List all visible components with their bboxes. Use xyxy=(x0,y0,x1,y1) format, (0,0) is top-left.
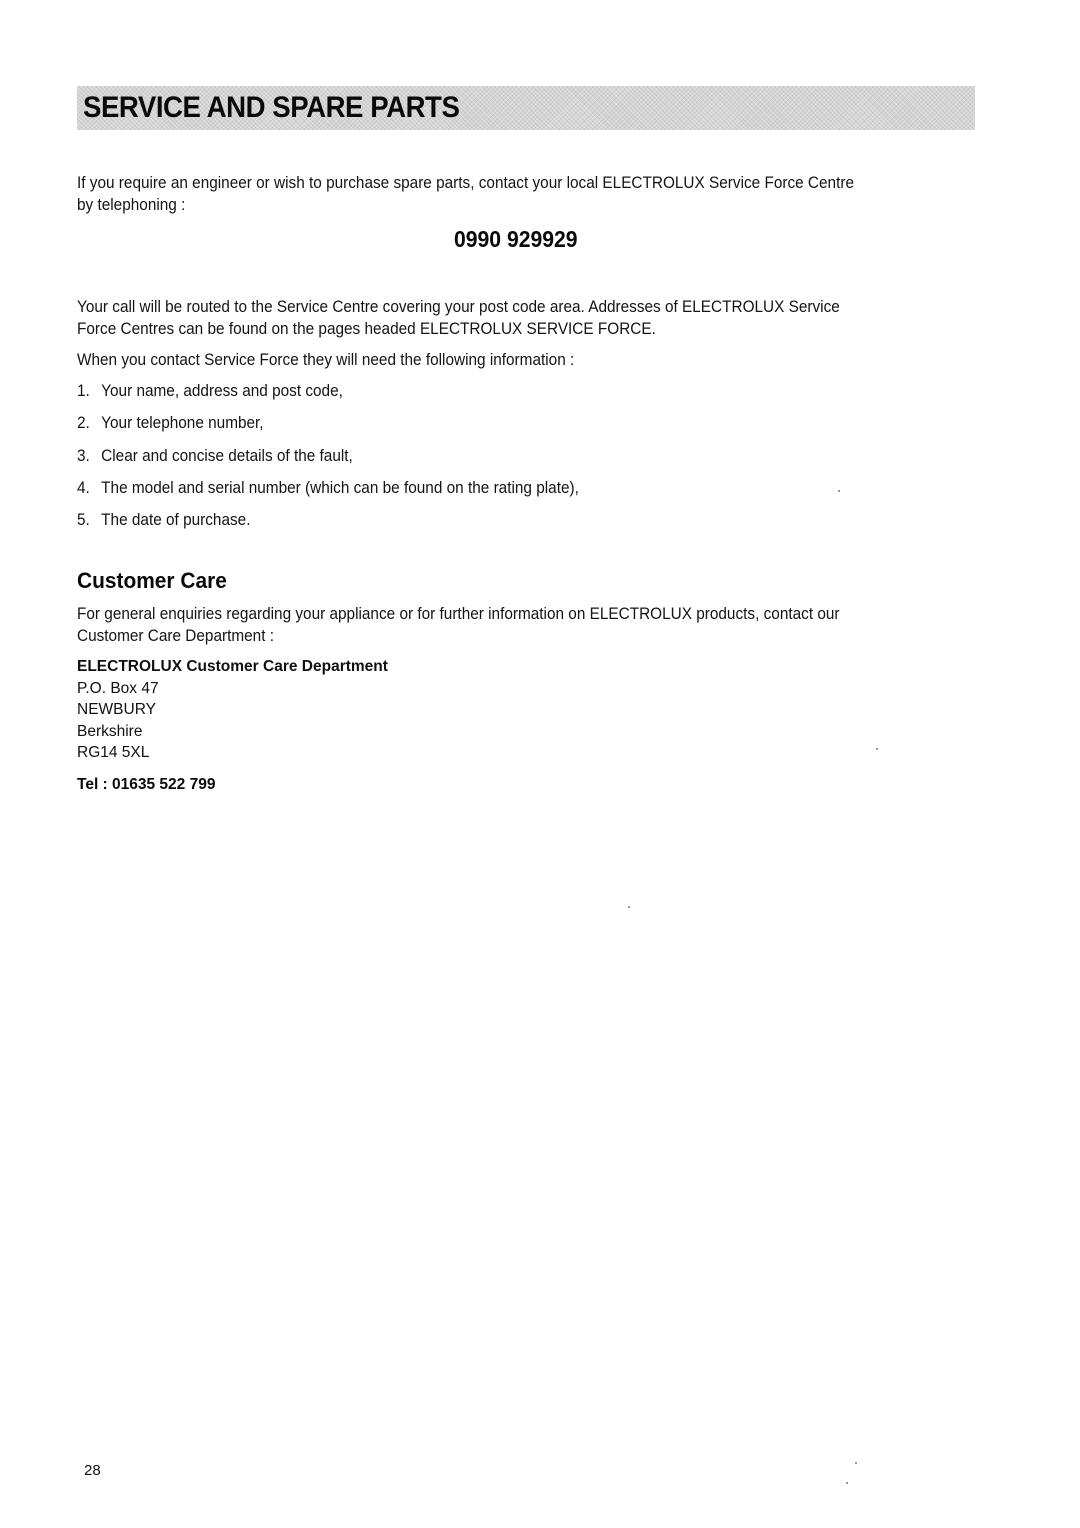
list-item xyxy=(77,445,579,477)
list-item xyxy=(77,412,579,444)
list-item-text: The date of purchase. xyxy=(101,511,251,530)
list-item-number: 4. xyxy=(77,478,90,497)
address-postcode: RG14 5XL xyxy=(77,744,150,761)
routing-line-1: Your call will be routed to the Service Centre covering your post code area. Addresses of ELECTROLUX Service xyxy=(77,298,840,316)
scan-speck xyxy=(855,1462,857,1464)
page-number: 28 xyxy=(84,1462,101,1479)
list-item-text: Clear and concise details of the fault, xyxy=(101,446,353,465)
scan-speck xyxy=(838,490,840,492)
customer-care-address xyxy=(77,656,388,764)
customer-care-telephone: Tel : 01635 522 799 xyxy=(77,776,216,793)
intro-line-1: If you require an engineer or wish to purchase spare parts, contact your local ELECTROLUX Service Force Centre xyxy=(77,174,855,192)
list-item-number: 2. xyxy=(77,414,90,433)
list-item xyxy=(77,477,579,509)
list-item-number: 5. xyxy=(77,511,90,530)
routing-line-2: Force Centres can be found on the pages headed ELECTROLUX SERVICE FORCE. xyxy=(77,320,656,338)
address-po-box: P.O. Box 47 xyxy=(77,679,159,697)
address-town: NEWBURY xyxy=(77,701,156,718)
address-county: Berkshire xyxy=(77,722,143,740)
customer-care-line-1: For general enquiries regarding your appliance or for further information on ELECTROLUX products, contact our xyxy=(77,605,840,623)
list-item-text: The model and serial number (which can be found on the rating plate), xyxy=(101,478,579,497)
section-header-bar xyxy=(77,86,975,130)
customer-care-heading: Customer Care xyxy=(77,568,227,593)
required-info-list xyxy=(77,380,617,541)
list-item-number: 3. xyxy=(77,446,90,465)
scan-speck xyxy=(846,1482,848,1484)
scan-speck xyxy=(628,906,630,908)
intro-line-2: by telephoning : xyxy=(77,196,186,214)
scan-speck xyxy=(876,748,878,750)
service-phone-number: 0990 929929 xyxy=(454,226,578,252)
list-item xyxy=(77,509,579,541)
list-item xyxy=(77,380,579,412)
address-department: ELECTROLUX Customer Care Department xyxy=(77,658,388,675)
list-item-text: Your telephone number, xyxy=(101,414,264,433)
list-item-text: Your name, address and post code, xyxy=(101,382,343,400)
customer-care-line-2: Customer Care Department : xyxy=(77,627,275,645)
info-intro: When you contact Service Force they will need the following information : xyxy=(77,351,575,369)
page-title: SERVICE AND SPARE PARTS xyxy=(83,91,460,124)
list-item-number: 1. xyxy=(77,382,90,400)
